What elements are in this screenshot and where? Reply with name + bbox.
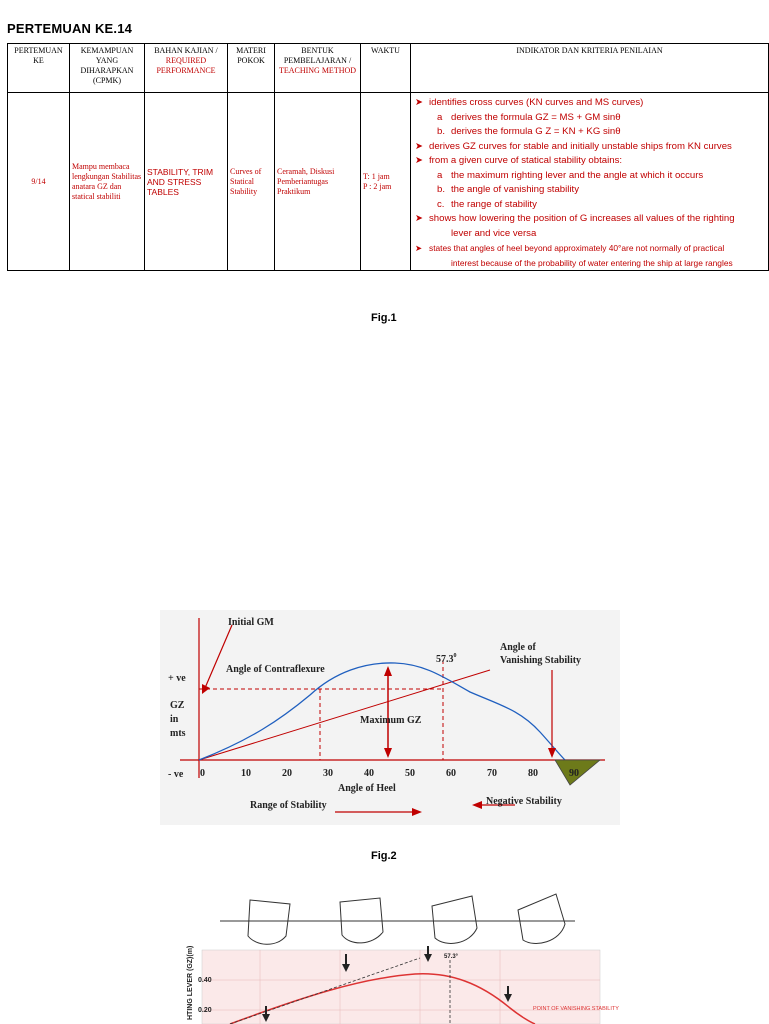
table-header-row <box>8 44 769 93</box>
header-waktu: WAKTU <box>361 44 411 93</box>
indicator-text: the maximum righting lever and the angle at which it occurs <box>451 169 704 181</box>
indicator-item <box>415 212 768 227</box>
indicator-item <box>415 241 768 256</box>
righting-lever-figure <box>180 888 619 1024</box>
indicator-list <box>415 96 768 270</box>
arrow-bullet-icon: ➤ <box>415 213 424 224</box>
indicator-bullet: c. <box>437 198 445 210</box>
label-57-deg: 57.3$^0$ <box>436 653 457 665</box>
x-tick-label: 60 <box>446 768 456 779</box>
label-gz-b: in <box>170 714 179 725</box>
indicator-item <box>415 140 768 155</box>
indicator-bullet: b. <box>437 184 446 195</box>
indicator-item <box>415 227 768 242</box>
x-tick-label: 0 <box>200 768 205 779</box>
arrow-bullet-icon: ➤ <box>415 140 424 152</box>
label-plus-ve: + ve <box>168 673 186 684</box>
label-gz-a: GZ <box>170 700 185 711</box>
arrow-bullet-icon: ➤ <box>415 97 424 108</box>
cell-kemampuan: Mampu membaca lengkungan Stabilitas anatara GZ dan statical stabiliti <box>70 93 145 271</box>
indicator-item <box>415 183 768 198</box>
table-row <box>8 93 769 271</box>
label-vanishing-a: Angle of <box>500 642 536 653</box>
label-max-gz: Maximum GZ <box>360 715 422 726</box>
fig2-y-label: HTING LEVER (GZ)(m) <box>187 945 194 1020</box>
indicator-text: lever and vice versa <box>451 227 537 239</box>
indicator-text: shows how lowering the position of G increases all values of the righting <box>429 213 735 224</box>
cell-waktu <box>361 93 411 271</box>
cell-materi: Curves of Statical Stability <box>228 93 275 271</box>
indicator-text: the angle of vanishing stability <box>451 184 579 195</box>
header-materi: MATERI POKOK <box>228 44 275 93</box>
indicator-bullet: a <box>437 169 443 181</box>
indicator-bullet: a <box>437 111 443 123</box>
indicator-item <box>415 154 768 169</box>
indicator-text: derives the formula GZ = MS + GM sinθ <box>451 111 621 123</box>
indicator-text: identifies cross curves (KN curves and MS curves) <box>429 97 644 108</box>
indicator-text: from a given curve of statical stability obtains: <box>429 155 623 166</box>
fig1-label: Fig.1 <box>371 312 397 324</box>
arrow-bullet-icon: ➤ <box>415 243 423 253</box>
cell-indikator <box>411 93 769 271</box>
course-plan-table <box>7 43 769 271</box>
x-tick-label: 70 <box>487 768 497 779</box>
x-tick-label: 50 <box>405 768 415 779</box>
label-angle-of-heel: Angle of Heel <box>338 783 396 794</box>
waktu-praktik: P : 2 jam <box>363 181 392 191</box>
indicator-item <box>415 111 768 126</box>
indicator-item <box>415 256 768 271</box>
fig2-y-tick-020: 0.20 <box>198 1007 212 1014</box>
gz-curve-figure <box>160 610 620 825</box>
fig2-y-tick-040: 0.40 <box>198 977 212 984</box>
label-minus-ve: - ve <box>168 769 184 780</box>
indicator-text: states that angles of heel beyond approximately 40°are not normally of practical <box>429 243 725 253</box>
cell-pertemuan: 9/14 <box>8 93 70 271</box>
indicator-text: interest because of the probability of water entering the ship at large rangles <box>451 257 733 268</box>
fig2-label: Fig.2 <box>371 850 397 862</box>
indicator-text: derives GZ curves for stable and initially unstable ships from KN curves <box>429 140 732 152</box>
label-vanishing-b: Vanishing Stability <box>500 655 582 666</box>
fig2-vanishing-label: POINT OF VANISHING STABILITY <box>533 1006 619 1012</box>
header-kemampuan: KEMAMPUAN YANG DIHARAPKAN (CPMK) <box>70 44 145 93</box>
arrow-bullet-icon: ➤ <box>415 155 424 166</box>
x-tick-label: 20 <box>282 768 292 779</box>
label-contraflexure: Angle of Contraflexure <box>226 664 325 675</box>
label-gz-c: mts <box>170 728 186 739</box>
header-bentuk: BENTUK PEMBELAJARAN / TEACHING METHOD <box>275 44 361 93</box>
indicator-text: derives the formula G Z = KN + KG sinθ <box>451 126 621 137</box>
fig2-deg-label: 57.3° <box>444 954 459 960</box>
indicator-bullet: b. <box>437 126 446 137</box>
x-tick-label: 80 <box>528 768 538 779</box>
ship-sections <box>248 894 565 944</box>
x-tick-label: 30 <box>323 768 333 779</box>
label-range: Range of Stability <box>250 800 327 811</box>
page-title: PERTEMUAN KE.14 <box>7 21 133 36</box>
cell-bahan: STABILITY, TRIM AND STRESS TABLES <box>145 93 228 271</box>
header-indikator: INDIKATOR DAN KRITERIA PENILAIAN <box>411 44 769 93</box>
indicator-text: the range of stability <box>451 198 537 210</box>
header-bahan: BAHAN KAJIAN / REQUIRED PERFORMANCE <box>145 44 228 93</box>
x-tick-label: 40 <box>364 768 374 779</box>
label-initial-gm: Initial GM <box>228 617 274 628</box>
waktu-teori: T: 1 jam <box>363 171 390 181</box>
indicator-item <box>415 125 768 140</box>
x-tick-label: 90 <box>569 768 579 779</box>
label-negative-stability: Negative Stability <box>486 796 562 807</box>
indicator-item <box>415 198 768 213</box>
indicator-item <box>415 169 768 184</box>
indicator-item <box>415 96 768 111</box>
header-pertemuan: PERTEMUAN KE <box>8 44 70 93</box>
cell-bentuk: Ceramah, Diskusi Pemberiantugas Praktikum <box>275 93 361 271</box>
x-tick-label: 10 <box>241 768 251 779</box>
